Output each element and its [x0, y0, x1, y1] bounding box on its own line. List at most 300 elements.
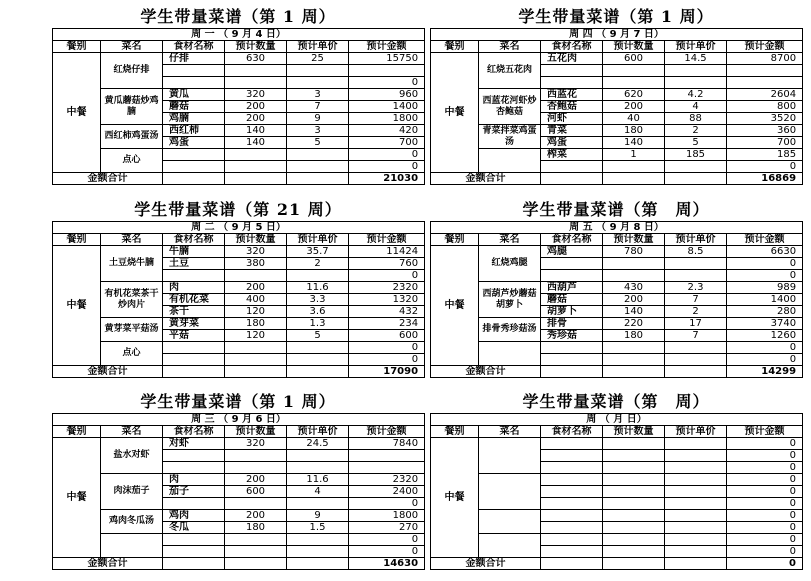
day-row [431, 414, 803, 426]
empty-cell [287, 366, 349, 378]
dish-name: 青菜拌菜鸡蛋汤 [479, 125, 541, 149]
total-row [431, 366, 803, 378]
estimated-unit-price [287, 450, 349, 462]
ingredient-name: 蘑菇 [541, 294, 603, 306]
table-row [53, 89, 425, 101]
ingredient-name: 鸡腩 [163, 113, 225, 125]
table-row [53, 246, 425, 258]
estimated-amount: 0 [727, 270, 803, 282]
estimated-quantity: 200 [225, 113, 287, 125]
meal-type: 中餐 [53, 53, 101, 173]
estimated-amount: 280 [727, 306, 803, 318]
total-row [431, 173, 803, 185]
estimated-amount: 11424 [349, 246, 425, 258]
estimated-quantity: 120 [225, 330, 287, 342]
column-header: 食材名称 [163, 234, 225, 246]
menu-table [430, 413, 803, 570]
column-header: 餐别 [53, 234, 101, 246]
estimated-unit-price: 9 [287, 113, 349, 125]
estimated-unit-price: 9 [287, 510, 349, 522]
empty-cell [665, 366, 727, 378]
ingredient-name: 有机花菜 [163, 294, 225, 306]
estimated-quantity: 320 [225, 438, 287, 450]
table-row [53, 342, 425, 354]
estimated-unit-price [287, 77, 349, 89]
estimated-unit-price [665, 270, 727, 282]
estimated-quantity: 200 [225, 510, 287, 522]
ingredient-name: 五花肉 [541, 53, 603, 65]
estimated-quantity: 620 [603, 89, 665, 101]
estimated-unit-price [665, 534, 727, 546]
panel-title: 学生带量菜谱（第 21 周） [134, 200, 342, 219]
dish-name [479, 474, 541, 510]
estimated-quantity: 220 [603, 318, 665, 330]
ingredient-name [163, 77, 225, 89]
ingredient-name [163, 354, 225, 366]
estimated-quantity [225, 270, 287, 282]
estimated-amount: 0 [349, 546, 425, 558]
column-header: 餐别 [431, 426, 479, 438]
estimated-quantity [603, 474, 665, 486]
estimated-amount: 0 [727, 438, 803, 450]
meal-type: 中餐 [431, 53, 479, 173]
estimated-amount: 1400 [349, 101, 425, 113]
estimated-quantity [603, 161, 665, 173]
dish-name: 点心 [101, 149, 163, 173]
estimated-quantity: 180 [225, 522, 287, 534]
empty-cell [287, 173, 349, 185]
ingredient-name [163, 161, 225, 173]
estimated-amount: 0 [727, 498, 803, 510]
estimated-unit-price [287, 65, 349, 77]
ingredient-name [541, 450, 603, 462]
estimated-unit-price: 17 [665, 318, 727, 330]
column-header: 预计数量 [225, 41, 287, 53]
estimated-unit-price: 25 [287, 53, 349, 65]
table-row [431, 510, 803, 522]
table-row [53, 438, 425, 450]
estimated-amount: 700 [349, 137, 425, 149]
column-header: 食材名称 [541, 41, 603, 53]
estimated-amount: 2604 [727, 89, 803, 101]
estimated-quantity [603, 354, 665, 366]
estimated-amount: 3520 [727, 113, 803, 125]
column-header: 餐别 [53, 41, 101, 53]
estimated-unit-price: 3.6 [287, 306, 349, 318]
dish-name: 西蓝花河虾炒杏鲍菇 [479, 89, 541, 125]
empty-cell [541, 173, 603, 185]
total-label: 金额合计 [53, 366, 163, 378]
column-header: 预计金额 [349, 234, 425, 246]
header-row [53, 234, 425, 246]
estimated-amount: 760 [349, 258, 425, 270]
header-row [431, 426, 803, 438]
ingredient-name [541, 65, 603, 77]
estimated-amount: 2320 [349, 474, 425, 486]
ingredient-name [541, 522, 603, 534]
dish-name: 黄瓜蘑菇炒鸡腩 [101, 89, 163, 125]
column-header: 预计金额 [727, 426, 803, 438]
estimated-unit-price: 35.7 [287, 246, 349, 258]
day-row [53, 29, 425, 41]
estimated-unit-price [665, 486, 727, 498]
estimated-unit-price [287, 149, 349, 161]
menu-table [52, 28, 425, 185]
estimated-amount: 1400 [727, 294, 803, 306]
estimated-unit-price [665, 498, 727, 510]
estimated-amount: 0 [349, 498, 425, 510]
empty-cell [541, 558, 603, 570]
empty-cell [225, 173, 287, 185]
ingredient-name [541, 258, 603, 270]
estimated-unit-price: 24.5 [287, 438, 349, 450]
total-amount: 16869 [727, 173, 803, 185]
column-header: 餐别 [431, 41, 479, 53]
total-amount: 14630 [349, 558, 425, 570]
estimated-amount: 0 [727, 462, 803, 474]
ingredient-name [163, 450, 225, 462]
estimated-amount: 0 [727, 342, 803, 354]
estimated-unit-price [665, 77, 727, 89]
menu-table [52, 413, 425, 570]
ingredient-name: 秀珍菇 [541, 330, 603, 342]
table-row [431, 342, 803, 354]
total-label: 金额合计 [431, 558, 541, 570]
estimated-amount: 270 [349, 522, 425, 534]
total-row [53, 558, 425, 570]
estimated-quantity [603, 342, 665, 354]
ingredient-name [541, 510, 603, 522]
ingredient-name: 牛腩 [163, 246, 225, 258]
dish-name: 黄芽菜平菇汤 [101, 318, 163, 342]
estimated-quantity [225, 149, 287, 161]
column-header: 预计金额 [349, 41, 425, 53]
day-label: 周 二 （ 9 月 5 日） [53, 222, 425, 234]
estimated-unit-price [665, 510, 727, 522]
table-row [431, 438, 803, 450]
ingredient-name: 土豆 [163, 258, 225, 270]
ingredient-name: 冬瓜 [163, 522, 225, 534]
table-row [53, 53, 425, 65]
empty-cell [225, 558, 287, 570]
estimated-amount: 0 [727, 486, 803, 498]
estimated-quantity: 200 [225, 101, 287, 113]
day-label: 周 （ 月 日） [431, 414, 803, 426]
column-header: 预计金额 [349, 426, 425, 438]
header-row [53, 41, 425, 53]
estimated-unit-price: 4.2 [665, 89, 727, 101]
column-header: 食材名称 [541, 426, 603, 438]
estimated-amount [349, 462, 425, 474]
estimated-quantity [603, 522, 665, 534]
ingredient-name [541, 546, 603, 558]
column-header: 菜名 [479, 234, 541, 246]
estimated-quantity: 600 [225, 486, 287, 498]
ingredient-name: 西蓝花 [541, 89, 603, 101]
estimated-quantity: 40 [603, 113, 665, 125]
estimated-amount: 0 [349, 77, 425, 89]
empty-cell [163, 173, 225, 185]
estimated-amount: 989 [727, 282, 803, 294]
estimated-amount: 0 [727, 510, 803, 522]
table-row [431, 53, 803, 65]
day-label: 周 一 （ 9 月 4 日） [53, 29, 425, 41]
ingredient-name [541, 77, 603, 89]
estimated-unit-price: 2 [287, 258, 349, 270]
estimated-quantity: 400 [225, 294, 287, 306]
day-row [431, 222, 803, 234]
dish-name [479, 534, 541, 558]
ingredient-name [163, 462, 225, 474]
dish-name: 红烧仔排 [101, 53, 163, 89]
estimated-amount [349, 65, 425, 77]
table-row [431, 282, 803, 294]
estimated-quantity: 200 [603, 294, 665, 306]
estimated-quantity [225, 462, 287, 474]
ingredient-name [163, 149, 225, 161]
ingredient-name [541, 354, 603, 366]
table-row [431, 149, 803, 161]
estimated-amount: 420 [349, 125, 425, 137]
column-header: 预计数量 [603, 41, 665, 53]
column-header: 菜名 [101, 234, 163, 246]
empty-cell [163, 366, 225, 378]
ingredient-name [163, 270, 225, 282]
panel-title: 学生带量菜谱（第 周） [522, 392, 710, 411]
estimated-quantity: 180 [603, 330, 665, 342]
estimated-unit-price: 11.6 [287, 282, 349, 294]
table-row [53, 534, 425, 546]
estimated-unit-price [665, 522, 727, 534]
estimated-unit-price: 11.6 [287, 474, 349, 486]
column-header: 食材名称 [163, 41, 225, 53]
table-row [53, 282, 425, 294]
dish-name: 排骨秀珍菇汤 [479, 318, 541, 342]
estimated-quantity [603, 498, 665, 510]
empty-cell [665, 558, 727, 570]
estimated-quantity: 600 [603, 53, 665, 65]
estimated-unit-price: 5 [287, 137, 349, 149]
estimated-quantity: 200 [603, 101, 665, 113]
ingredient-name: 西葫芦 [541, 282, 603, 294]
dish-name [479, 510, 541, 534]
estimated-quantity [603, 438, 665, 450]
estimated-amount: 2400 [349, 486, 425, 498]
estimated-quantity [225, 342, 287, 354]
estimated-unit-price: 8.5 [665, 246, 727, 258]
estimated-quantity: 1 [603, 149, 665, 161]
empty-cell [665, 173, 727, 185]
table-row [53, 125, 425, 137]
column-header: 预计数量 [603, 426, 665, 438]
estimated-unit-price: 5 [665, 137, 727, 149]
estimated-amount: 3740 [727, 318, 803, 330]
estimated-unit-price [287, 546, 349, 558]
panel-title: 学生带量菜谱（第 周） [522, 200, 710, 219]
header-row [53, 426, 425, 438]
column-header: 食材名称 [163, 426, 225, 438]
estimated-unit-price: 14.5 [665, 53, 727, 65]
estimated-unit-price [665, 161, 727, 173]
dish-name: 红烧鸡腿 [479, 246, 541, 282]
estimated-quantity: 320 [225, 246, 287, 258]
estimated-quantity [603, 510, 665, 522]
column-header: 餐别 [53, 426, 101, 438]
column-header: 预计单价 [287, 426, 349, 438]
estimated-quantity [225, 546, 287, 558]
ingredient-name: 杏鲍菇 [541, 101, 603, 113]
estimated-quantity: 140 [603, 306, 665, 318]
estimated-unit-price: 2 [665, 306, 727, 318]
empty-cell [603, 558, 665, 570]
total-row [53, 366, 425, 378]
estimated-quantity [603, 486, 665, 498]
menu-panel-thursday [430, 6, 802, 185]
dish-name: 点心 [101, 342, 163, 366]
estimated-unit-price: 4 [665, 101, 727, 113]
estimated-amount: 1260 [727, 330, 803, 342]
estimated-unit-price [665, 65, 727, 77]
day-row [431, 29, 803, 41]
estimated-quantity: 180 [225, 318, 287, 330]
estimated-amount: 6630 [727, 246, 803, 258]
table-row [431, 474, 803, 486]
table-row [53, 474, 425, 486]
estimated-quantity: 120 [225, 306, 287, 318]
column-header: 预计金额 [727, 234, 803, 246]
estimated-quantity [225, 498, 287, 510]
estimated-amount: 0 [727, 450, 803, 462]
estimated-amount: 0 [349, 161, 425, 173]
column-header: 菜名 [479, 41, 541, 53]
estimated-amount: 700 [727, 137, 803, 149]
ingredient-name [541, 438, 603, 450]
total-label: 金额合计 [431, 366, 541, 378]
menu-panel-friday [430, 199, 802, 378]
ingredient-name [541, 534, 603, 546]
menu-panel-tuesday [52, 199, 424, 378]
ingredient-name: 排骨 [541, 318, 603, 330]
ingredient-name [541, 161, 603, 173]
meal-type: 中餐 [53, 246, 101, 366]
empty-cell [225, 366, 287, 378]
ingredient-name: 榨菜 [541, 149, 603, 161]
ingredient-name: 肉 [163, 282, 225, 294]
ingredient-name: 平菇 [163, 330, 225, 342]
ingredient-name: 茄子 [163, 486, 225, 498]
total-label: 金额合计 [53, 558, 163, 570]
estimated-quantity [225, 534, 287, 546]
estimated-quantity [603, 270, 665, 282]
estimated-quantity: 180 [603, 125, 665, 137]
estimated-amount: 1800 [349, 113, 425, 125]
ingredient-name: 黄瓜 [163, 89, 225, 101]
day-row [53, 414, 425, 426]
estimated-amount: 432 [349, 306, 425, 318]
meal-type: 中餐 [431, 438, 479, 558]
meal-type: 中餐 [431, 246, 479, 366]
estimated-amount: 1800 [349, 510, 425, 522]
estimated-unit-price [287, 534, 349, 546]
estimated-amount: 234 [349, 318, 425, 330]
ingredient-name [163, 534, 225, 546]
empty-cell [603, 366, 665, 378]
estimated-quantity [603, 450, 665, 462]
total-label: 金额合计 [431, 173, 541, 185]
estimated-quantity [225, 450, 287, 462]
estimated-unit-price [287, 462, 349, 474]
estimated-quantity [603, 65, 665, 77]
menu-panel-wednesday [52, 391, 424, 570]
ingredient-name: 青菜 [541, 125, 603, 137]
estimated-unit-price [287, 354, 349, 366]
estimated-unit-price: 185 [665, 149, 727, 161]
estimated-quantity [603, 77, 665, 89]
dish-name: 有机花菜茶干炒肉片 [101, 282, 163, 318]
estimated-quantity: 780 [603, 246, 665, 258]
menu-table [430, 28, 803, 185]
estimated-unit-price: 7 [665, 294, 727, 306]
estimated-unit-price: 2.3 [665, 282, 727, 294]
panel-title: 学生带量菜谱（第 1 周） [518, 7, 714, 26]
estimated-amount [727, 77, 803, 89]
estimated-amount: 0 [727, 258, 803, 270]
ingredient-name [163, 498, 225, 510]
total-amount: 21030 [349, 173, 425, 185]
column-header: 食材名称 [541, 234, 603, 246]
dish-name: 土豆烧牛腩 [101, 246, 163, 282]
estimated-unit-price: 3 [287, 89, 349, 101]
total-amount: 17090 [349, 366, 425, 378]
estimated-amount: 800 [727, 101, 803, 113]
estimated-quantity: 320 [225, 89, 287, 101]
dish-name: 西红柿鸡蛋汤 [101, 125, 163, 149]
column-header: 菜名 [479, 426, 541, 438]
ingredient-name [541, 486, 603, 498]
ingredient-name [163, 546, 225, 558]
total-row [431, 558, 803, 570]
day-row [53, 222, 425, 234]
table-row [431, 125, 803, 137]
column-header: 预计金额 [727, 41, 803, 53]
estimated-amount: 0 [349, 342, 425, 354]
column-header: 菜名 [101, 41, 163, 53]
estimated-quantity: 140 [225, 137, 287, 149]
ingredient-name: 对虾 [163, 438, 225, 450]
estimated-quantity: 140 [225, 125, 287, 137]
estimated-quantity: 630 [225, 53, 287, 65]
dish-name: 红烧五花肉 [479, 53, 541, 89]
estimated-unit-price: 3 [287, 125, 349, 137]
meal-type: 中餐 [53, 438, 101, 558]
dish-name [479, 149, 541, 173]
table-row [431, 534, 803, 546]
estimated-amount: 0 [727, 354, 803, 366]
dish-name: 盐水对虾 [101, 438, 163, 474]
day-label: 周 五 （ 9 月 8 日） [431, 222, 803, 234]
estimated-unit-price [665, 342, 727, 354]
ingredient-name: 茶干 [163, 306, 225, 318]
estimated-amount: 600 [349, 330, 425, 342]
total-amount: 0 [727, 558, 803, 570]
estimated-amount: 0 [349, 270, 425, 282]
estimated-amount [727, 65, 803, 77]
estimated-quantity: 380 [225, 258, 287, 270]
total-row [53, 173, 425, 185]
table-row [431, 89, 803, 101]
column-header: 预计单价 [665, 41, 727, 53]
table-row [53, 149, 425, 161]
